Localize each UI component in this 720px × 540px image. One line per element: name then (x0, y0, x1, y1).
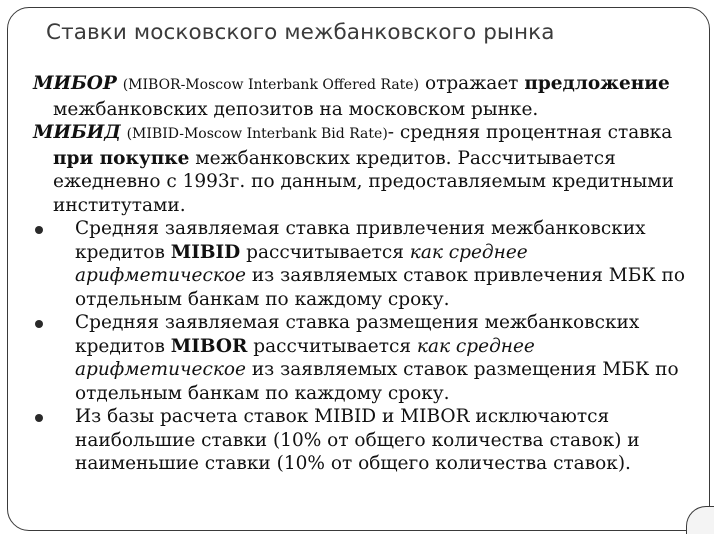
mibor-text-b: межбанковских депозитов на московском рынке. (53, 98, 539, 120)
mibid-text-a: - средняя процентная ставка (387, 122, 673, 143)
bullet-italic: как среднее арифметическое (75, 335, 535, 380)
mibor-bold: предложение (524, 73, 670, 94)
mibor-text-a: отражает (419, 73, 525, 94)
bullet-italic: как среднее арифметическое (75, 241, 528, 286)
mibid-text-b: межбанковских кредитов. Рассчитывается ежедневно с 1993г. по данным, предоставляемым кредитными институтами. (53, 147, 674, 216)
bullet-dot-icon (35, 226, 43, 234)
list-item (33, 405, 693, 476)
mibid-paragraph (33, 121, 693, 217)
list-item (33, 217, 693, 311)
bullet-text: Из базы расчета ставок MIBID и MIBOR исключаются наибольшие ставки (10% от общего количества ставок) и наименьшие ставки (10% от общего количества ставок). (75, 406, 640, 474)
bullet-text-b: рассчитывается (240, 241, 410, 263)
bullet-text-c: из заявляемых ставок привлечения МБК по отдельным банкам по каждому сроку. (75, 265, 685, 310)
mibid-abbrev: (MIBID-Moscow Interbank Bid Rate) (126, 126, 388, 142)
mibor-paragraph (33, 72, 693, 121)
slide-content (33, 72, 693, 476)
bullet-text-b: рассчитывается (247, 335, 417, 357)
bullet-bold: MIBID (170, 241, 241, 263)
mibid-term: МИБИД (33, 122, 121, 143)
bullet-text-a: Средняя заявляемая ставка привлечения межбанковских кредитов (75, 218, 646, 263)
bullet-dot-icon (35, 320, 43, 328)
bullet-dot-icon (35, 414, 43, 422)
bullet-text-c: из заявляемых ставок размещения МБК по отдельным банкам по каждому сроку. (75, 359, 679, 404)
mibid-bold: при покупке (53, 147, 190, 169)
bullet-bold: MIBOR (170, 335, 248, 357)
mibor-term: МИБОР (33, 73, 117, 94)
slide-title: Ставки московского межбанковского рынка (46, 20, 555, 45)
bullet-list (33, 217, 693, 476)
bullet-text-a: Средняя заявляемая ставка размещения межбанковских кредитов (75, 312, 640, 357)
list-item (33, 311, 693, 405)
mibor-abbrev: (MIBOR-Moscow Interbank Offered Rate) (122, 77, 420, 93)
